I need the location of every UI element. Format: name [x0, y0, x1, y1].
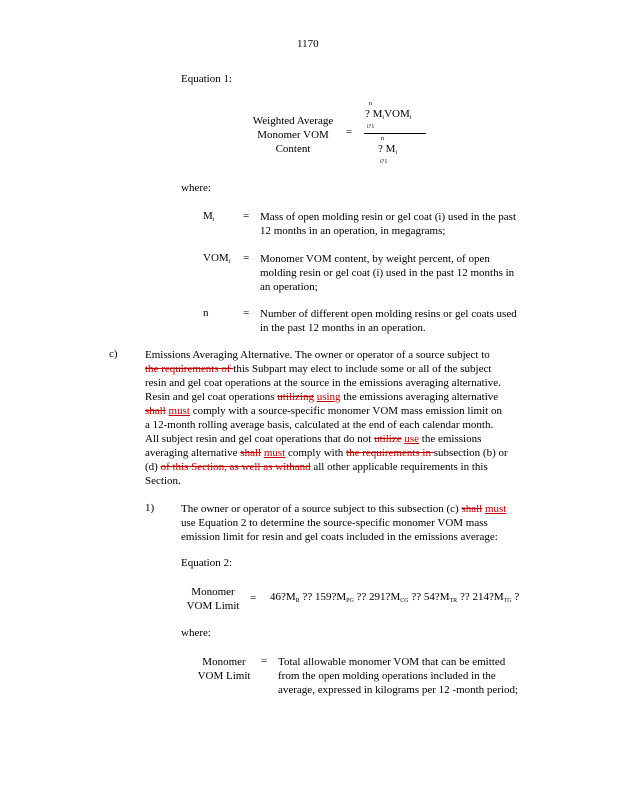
deleted-text: the requirements in: [346, 447, 434, 459]
numerator-sum-top: n: [369, 101, 372, 107]
deleted-text: shall: [145, 405, 166, 417]
definition-equals: =: [243, 307, 250, 319]
numerator-subscript-2: i: [409, 115, 412, 121]
numerator-sum-bottom: i?1: [367, 124, 375, 130]
sigma-icon: ?: [378, 143, 383, 155]
deleted-text: shall: [461, 503, 483, 515]
definition-text-monomer-vom-limit: Total allowable monomer VOM that can be emitted from the open molding operations included in the average, expressed in kilograms per 12 -month period;: [278, 656, 519, 696]
definition-equals: =: [243, 210, 250, 222]
denominator-term: M: [385, 143, 396, 155]
item-1-marker: 1): [145, 502, 155, 514]
definition-equals: =: [261, 655, 268, 667]
where-label: where:: [181, 627, 211, 639]
definition-term-monomer-vom-limit: Monomer VOM Limit: [197, 656, 251, 682]
inserted-text: must: [484, 503, 507, 515]
equation-1-label: Equation 1:: [181, 73, 233, 85]
numerator-term: M: [372, 108, 383, 120]
denominator-subscript: i: [395, 150, 398, 156]
fraction-bar: [364, 133, 426, 134]
numerator-expression: [365, 108, 411, 121]
equation-1-equals: =: [346, 126, 353, 138]
definition-text-vomi: Monomer VOM content, by weight percent, of open molding resin or gel coat (i) used in the past 12 months in an operation;: [260, 253, 515, 293]
deleted-text: shall: [240, 447, 262, 459]
numerator-subscript: i: [382, 115, 385, 121]
definition-term-mi: $M_i$: [203, 210, 215, 223]
definition-equals: =: [243, 252, 250, 264]
deleted-text: of this Section, as well as withand: [160, 461, 311, 473]
deleted-text: the requirements of: [145, 363, 234, 375]
definition-text-mi: Mass of open molding resin or gel coat (i) used in the past 12 months in an operation, in megagrams;: [260, 211, 517, 237]
equation-2-lhs: Monomer VOM Limit: [186, 586, 240, 612]
section-c-marker: c): [109, 348, 118, 360]
inserted-text: use: [404, 433, 420, 445]
equation-1-lhs: [240, 114, 346, 156]
definition-term-n: n: [203, 307, 209, 319]
denominator-expression: [378, 143, 397, 156]
definition-text-n: Number of different open molding resins or gel coats used in the past 12 months in an operation.: [260, 308, 517, 334]
deleted-text: utilize: [374, 433, 402, 445]
item-1-paragraph: The owner or operator of a source subject to this subsection (c) shall must use Equation 2 to determine the source-specific monomer VOM mass emission limit for resin and gel coats included in the emissions average:: [181, 503, 507, 543]
section-c-paragraph: Emissions Averaging Alternative. The owner or operator of a source subject to the requirements of this Subpart may elect to include some or all of the subject resin and gel coat operations at the source in the emissions averaging alternative. Resin and gel coat operations utilizing using the emissions averaging alternative shall must comply with a source-specific monomer VOM mass emission limit on a 12-month rolling average basis, calculated at the end of each calendar month. All subject resin and gel coat operations that do not utilize use the emissions averaging alternative shall must comply with the requirements in subsection (b) or (d) of this Section, as well as withand all other applicable requirements in this Section.: [145, 349, 508, 487]
equation-2-equals: =: [250, 592, 257, 604]
inserted-text: using: [316, 391, 341, 403]
where-label: where:: [181, 182, 211, 194]
equation-2-label: Equation 2:: [181, 557, 233, 569]
denominator-sum-top: n: [381, 136, 384, 142]
sigma-icon: ?: [365, 108, 370, 120]
page-number: 1170: [297, 38, 319, 50]
lhs-line: Content: [275, 143, 311, 155]
lhs-line: Weighted Average: [252, 115, 334, 127]
numerator-term-2: VOM: [384, 108, 410, 120]
deleted-text: utilizing: [277, 391, 314, 403]
definition-term-vomi: $VOM_i$: [203, 252, 231, 265]
lhs-line: Monomer VOM: [257, 129, 329, 141]
denominator-sum-bottom: i?1: [380, 159, 388, 165]
inserted-text: must: [168, 405, 190, 417]
inserted-text: must: [263, 447, 286, 459]
equation-2-rhs: $46?M_R$ ?? $159?M_{PG}$ ?? $291?M_{CG}$ ?? $54?M_{TR}$ ?? $214?M_{TG}$ ?: [270, 591, 520, 604]
